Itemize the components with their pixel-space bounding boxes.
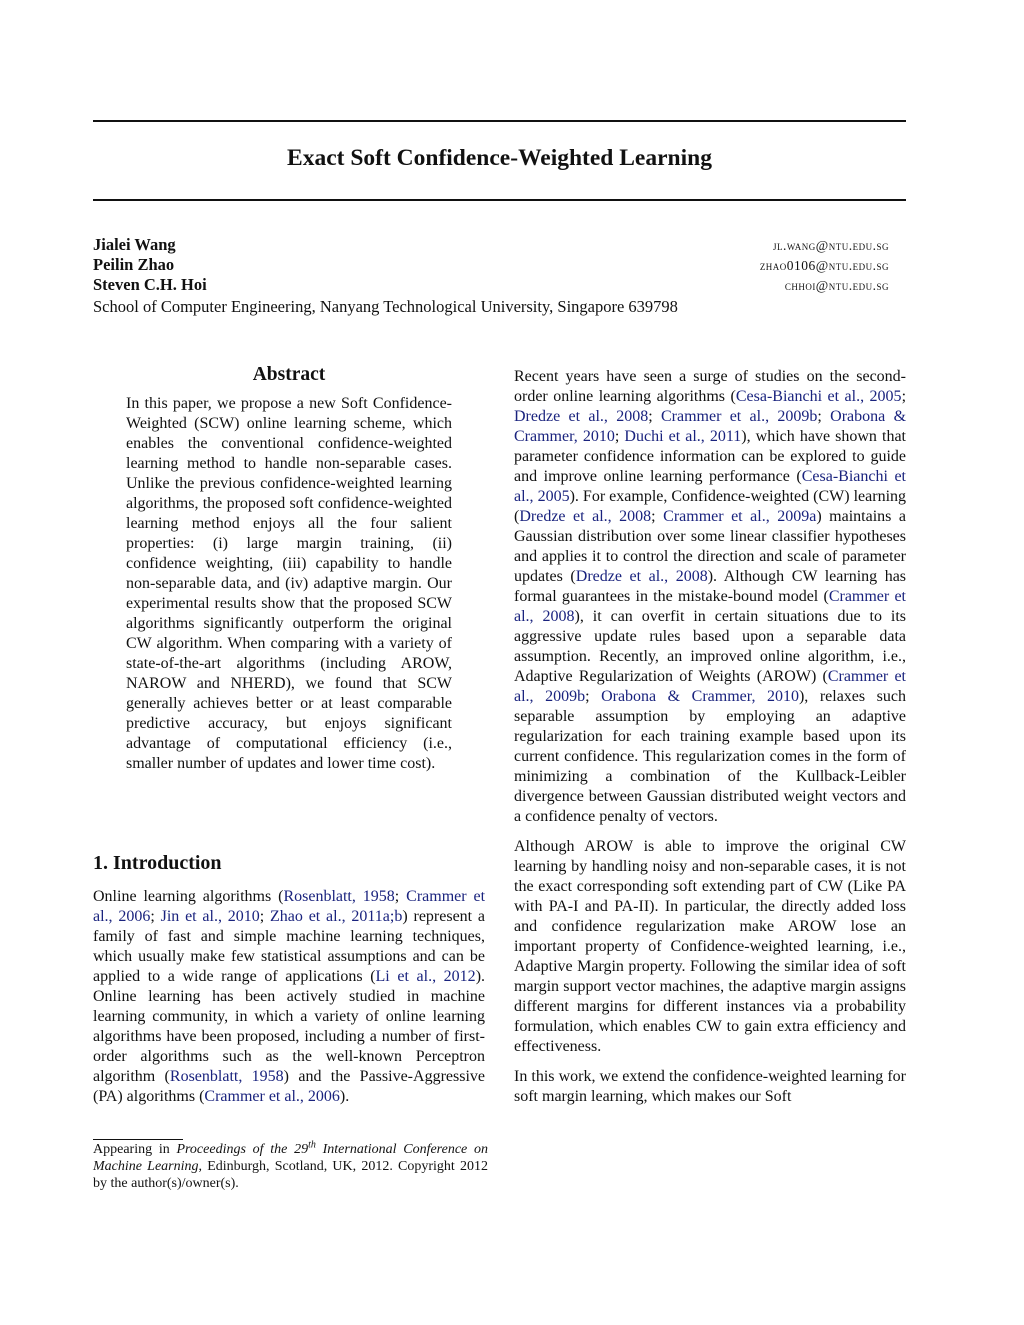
right-column xyxy=(514,367,906,1107)
right-paragraph-3: In this work, we extend the confidence-weighted learning for soft margin learning, which makes our Soft xyxy=(514,1068,906,1105)
text-run: ) and the Passive-Aggressive (PA) algorithms ( xyxy=(93,1068,485,1105)
footnote-rule xyxy=(93,1139,183,1140)
text-run: ; xyxy=(585,688,602,705)
footnote-prefix: Appearing in xyxy=(93,1142,177,1157)
author-name: Jialei Wang xyxy=(93,235,176,254)
text-run: ; xyxy=(150,908,161,925)
citation-link[interactable]: Cesa-Bianchi et al., 2005 xyxy=(514,468,907,505)
citation-link[interactable]: Orabona & Crammer, 2010 xyxy=(601,688,799,705)
text-run: ), it can overfit in certain situations due to its aggressive update rules based upon a separable data assumption. Recently, an improved online algorithm, i.e., Adaptive Regularization of Weights (AROW) ( xyxy=(514,608,907,685)
footnote-venue-b: International Conference on Machine Learning xyxy=(93,1142,488,1174)
author-name: Peilin Zhao xyxy=(93,255,175,274)
intro-paragraph xyxy=(93,887,485,1107)
text-run: ; xyxy=(651,508,664,525)
author-row xyxy=(93,255,889,275)
abstract-paragraph: In this paper, we propose a new Soft Confidence-Weighted (SCW) online learning scheme, which enables the conventional confidence-weighted learning method to handle non-separable cases. Unlike the previous confidence-weighted learning algorithms, the proposed soft confidence-weighted learning method enjoys all the four salient properties: (i) large margin training, (ii) confidence weighting, (iii) capability to handle non-separable data, and (iv) adaptive margin. Our experimental results show that the proposed SCW algorithms significantly outperform the original CW algorithm. When comparing with a variety of state-of-the-art algorithms (including AROW, NAROW and NHERD), we found that SCW generally achieves better or at least comparable predictive accuracy, but enjoys significant advantage of computational efficiency (i.e., smaller number of updates and lower time cost). xyxy=(126,395,452,772)
text-run: Online learning algorithms ( xyxy=(93,888,284,905)
text-run: ), which have shown that parameter confidence information can be explored to guide and improve online learning performance ( xyxy=(514,428,907,485)
text-run: Recent years have seen a surge of studies on the second-order online learning algorithms ( xyxy=(514,368,906,405)
text-run: ; xyxy=(394,888,407,905)
author-row xyxy=(93,235,889,255)
citation-link[interactable]: Duchi et al., 2011 xyxy=(624,428,742,445)
citation-link[interactable]: Crammer et al., 2008 xyxy=(514,588,907,625)
right-paragraph-2: Although AROW is able to improve the original CW learning by handling noisy and non-separable cases, it is not the exact corresponding soft extending part of CW (Like PA with PA-I and PA-II). In particular, the directly added loss and confidence regularization make AROW lose an important property of Confidence-weighted learning, i.e., Adaptive Margin property. Following the similar idea of soft margin support vector machines, the adaptive margin assigns different margins for different instances via a probability formulation, which enables CW to gain extra efficiency and effectiveness. xyxy=(514,838,906,1055)
citation-link[interactable]: Crammer et al., 2009b xyxy=(660,408,818,425)
affiliation: School of Computer Engineering, Nanyang Technological University, Singapore 639798 xyxy=(93,297,678,316)
citation-link[interactable]: Zhao et al., 2011a;b xyxy=(270,908,403,925)
citation-link[interactable]: Rosenblatt, 1958 xyxy=(169,1068,284,1085)
text-run: ) maintains a Gaussian distribution over some linear classifier hypotheses and applies it to control the direction and scale of parameter updates ( xyxy=(514,508,907,585)
text-run: ). Online learning has been actively studied in machine learning community, in which a variety of online learning algorithms have been proposed, including a number of first-order algorithms such as the well-known Perceptron algorithm ( xyxy=(93,968,486,1085)
citation-link[interactable]: Crammer et al., 2009a xyxy=(663,508,817,525)
right-paragraph-1 xyxy=(514,367,906,827)
text-run: ; xyxy=(901,388,907,405)
author-email[interactable]: chhoi@ntu.edu.sg xyxy=(784,278,889,293)
title-bottom-rule xyxy=(93,199,906,201)
citation-link[interactable]: Crammer et al., 2006 xyxy=(204,1088,340,1105)
top-rule xyxy=(93,120,906,122)
text-run: ). Although CW learning has formal guarantees in the mistake-bound model ( xyxy=(514,568,907,605)
abstract-text xyxy=(126,394,452,774)
text-run: ). xyxy=(339,1088,350,1105)
citation-link[interactable]: Dredze et al., 2008 xyxy=(519,508,652,525)
text-run: ; xyxy=(648,408,661,425)
paper-title: Exact Soft Confidence-Weighted Learning xyxy=(287,145,712,171)
text-run: ) represent a family of fast and simple machine learning techniques, which usually make few statistical assumptions and can be applied to a wide range of applications ( xyxy=(93,908,486,985)
text-run: ; xyxy=(259,908,271,925)
author-email[interactable]: jl.wang@ntu.edu.sg xyxy=(772,238,889,253)
intro-body xyxy=(93,887,485,1107)
citation-link[interactable]: Crammer et al., 2009b xyxy=(514,668,907,705)
abstract-heading: Abstract xyxy=(252,364,326,385)
citation-link[interactable]: Rosenblatt, 1958 xyxy=(283,888,395,905)
text-run: ; xyxy=(817,408,831,425)
text-run: ), relaxes such separable assumption by employing an adaptive regularization for each training example based upon its current confidence. This regularization comes in the form of minimizing a combination of the Kullback-Leibler divergence between Gaussian distributed weight vectors and a confidence penalty of vectors. xyxy=(514,688,906,825)
citation-link[interactable]: Crammer et al., 2006 xyxy=(93,888,486,925)
citation-link[interactable]: Dredze et al., 2008 xyxy=(575,568,708,585)
citation-link[interactable]: Li et al., 2012 xyxy=(375,968,476,985)
citation-link[interactable]: Dredze et al., 2008 xyxy=(514,408,649,425)
author-row xyxy=(93,275,889,295)
footnote-suffix: , Edinburgh, Scotland, UK, 2012. Copyright 2012 by the author(s)/owner(s). xyxy=(93,1159,488,1191)
footnote xyxy=(93,1141,488,1192)
text-run: ). For example, Confidence-weighted (CW) learning ( xyxy=(514,488,907,525)
citation-link[interactable]: Jin et al., 2010 xyxy=(160,908,260,925)
author-email[interactable]: zhao0106@ntu.edu.sg xyxy=(759,258,889,273)
footnote-venue-a: Proceedings of the 29 xyxy=(176,1142,309,1157)
citation-link[interactable]: Cesa-Bianchi et al., 2005 xyxy=(735,388,902,405)
text-run: ; xyxy=(614,428,625,445)
citation-link[interactable]: Orabona & Crammer, 2010 xyxy=(514,408,907,445)
intro-heading: 1. Introduction xyxy=(93,852,222,874)
footnote-venue-sup: th xyxy=(308,1139,316,1151)
author-name: Steven C.H. Hoi xyxy=(93,275,207,294)
